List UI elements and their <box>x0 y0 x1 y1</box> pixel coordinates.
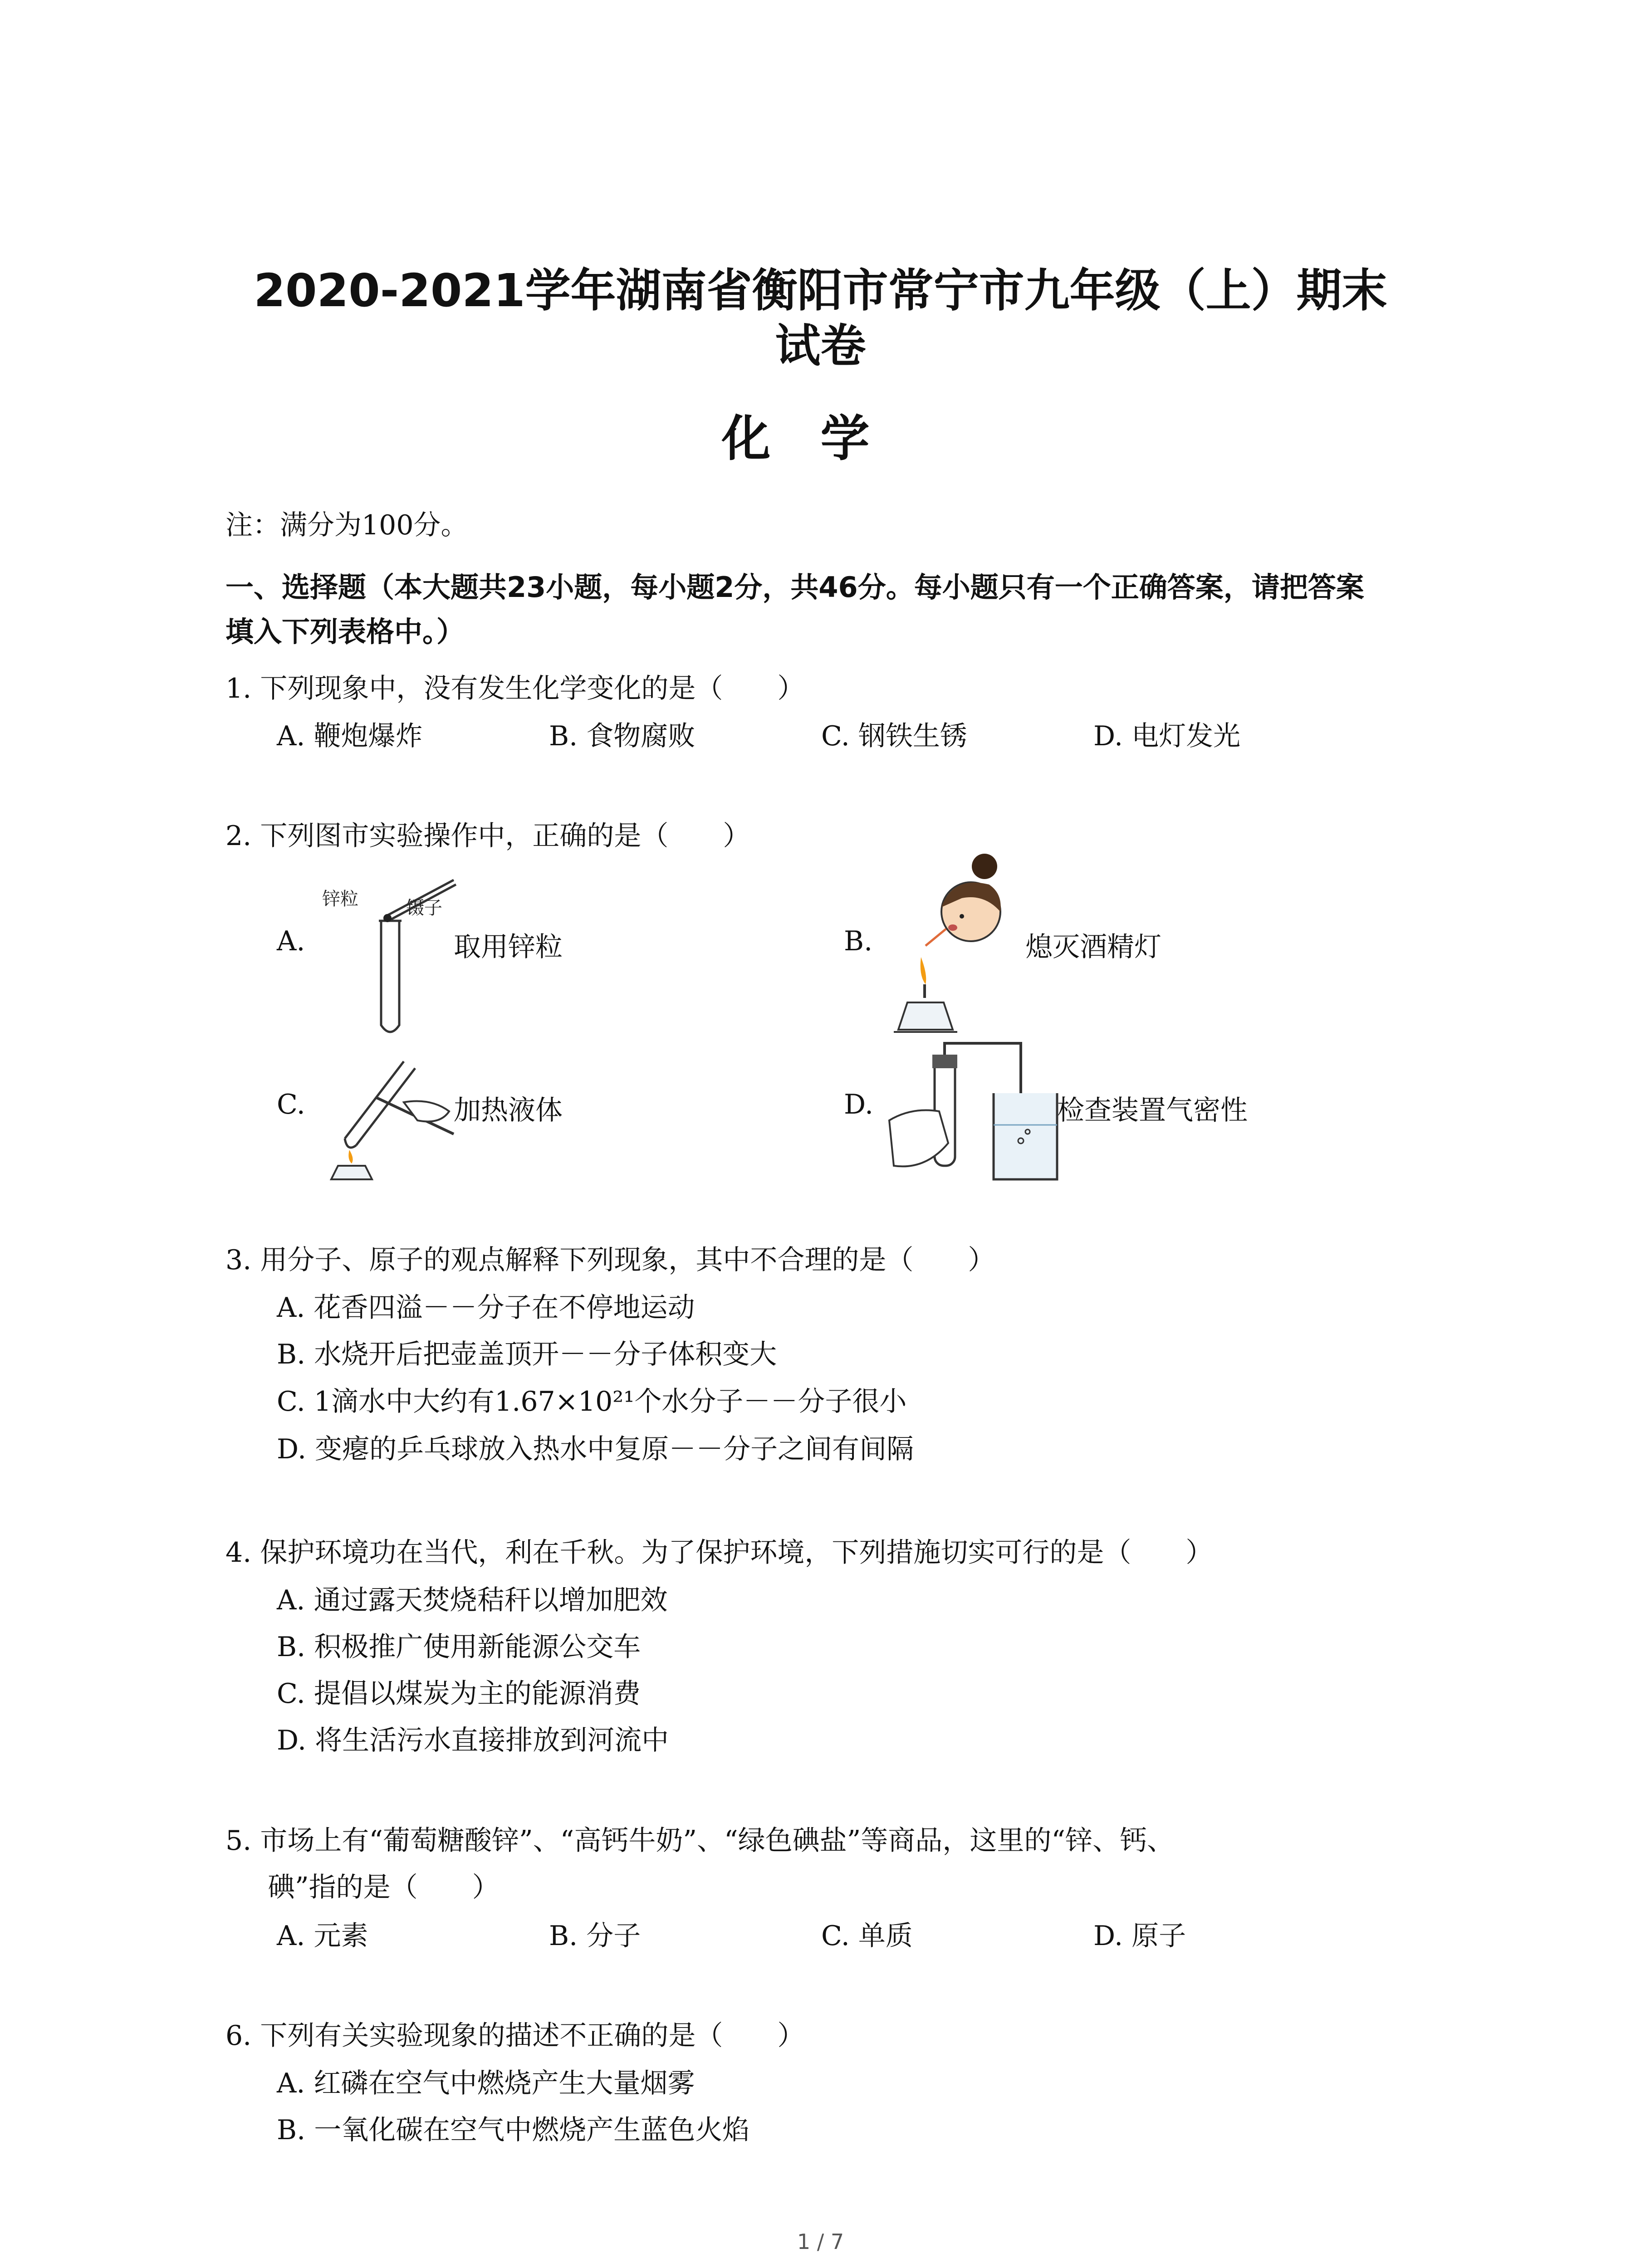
q3-option-d: D. 变瘪的乒乓球放入热水中复原－－分子之间有间隔 <box>277 1433 914 1465</box>
q2-option-b-caption: 熄灭酒精灯 <box>1025 931 1161 963</box>
q5-stem-line2: 碘”指的是（ ） <box>268 1872 500 1903</box>
score-note: 注：满分为100分。 <box>225 509 468 541</box>
q1-option-b: B. 食物腐败 <box>549 720 696 752</box>
q2-option-d-letter: D. <box>844 1089 874 1120</box>
q2-option-a-caption: 取用锌粒 <box>454 931 563 963</box>
q5-option-c: C. 单质 <box>821 1920 913 1952</box>
page-number: 1 / 7 <box>797 2229 844 2254</box>
q1-option-d: D. 电灯发光 <box>1093 720 1241 752</box>
q4-stem: 4. 保护环境功在当代，利在千秋。为了保护环境，下列措施切实可行的是（ ） <box>225 1537 1213 1569</box>
q6-option-b: B. 一氧化碳在空气中燃烧产生蓝色火焰 <box>277 2114 750 2146</box>
q4-option-a: A. 通过露天焚烧秸秆以增加肥效 <box>277 1584 668 1616</box>
q1-option-c: C. 钢铁生锈 <box>821 720 967 752</box>
q2-option-b-letter: B. <box>844 925 873 957</box>
q4-option-d: D. 将生活污水直接排放到河流中 <box>277 1725 669 1756</box>
subject-heading: 化学 <box>721 411 920 467</box>
q6-option-a: A. 红磷在空气中燃烧产生大量烟雾 <box>277 2068 695 2099</box>
tweezers-label: 镊子 <box>406 898 442 919</box>
q5-option-d: D. 原子 <box>1093 1920 1186 1952</box>
q5-option-b: B. 分子 <box>549 1920 641 1952</box>
exam-title-line1: 2020-2021学年湖南省衡阳市常宁市九年级（上）期末 <box>254 264 1387 317</box>
q4-option-b: B. 积极推广使用新能源公交车 <box>277 1631 641 1663</box>
zinc-label: 锌粒 <box>322 889 358 909</box>
q5-option-a: A. 元素 <box>277 1920 368 1952</box>
q2-option-c-caption: 加热液体 <box>454 1095 563 1126</box>
q1-stem: 1. 下列现象中，没有发生化学变化的是（ ） <box>225 673 805 704</box>
section-heading-line1: 一、选择题（本大题共23小题，每小题2分，共46分。每小题只有一个正确答案，请把答案 <box>225 571 1364 604</box>
q2-stem: 2. 下列图市实验操作中，正确的是（ ） <box>225 820 750 852</box>
q2-option-d-caption: 检查装置气密性 <box>1057 1095 1248 1126</box>
q3-option-c: C. 1滴水中大约有1.67×10²¹个水分子－－分子很小 <box>277 1386 907 1418</box>
q6-stem: 6. 下列有关实验现象的描述不正确的是（ ） <box>225 2020 805 2052</box>
q3-option-a: A. 花香四溢－－分子在不停地运动 <box>277 1292 695 1324</box>
q5-stem-line1: 5. 市场上有“葡萄糖酸锌”、“高钙牛奶”、“绿色碘盐”等商品，这里的“锌、钙、 <box>225 1825 1175 1857</box>
q2-option-a-letter: A. <box>277 925 305 957</box>
q3-stem: 3. 用分子、原子的观点解释下列现象，其中不合理的是（ ） <box>225 1244 995 1276</box>
heating-liquid-figure <box>313 1048 458 1184</box>
zinc-tweezers-figure <box>318 871 463 1043</box>
q2-option-c-letter: C. <box>277 1089 305 1120</box>
q4-option-c: C. 提倡以煤炭为主的能源消费 <box>277 1678 641 1710</box>
exam-title-line2: 试卷 <box>775 319 866 372</box>
section-heading-line2: 填入下列表格中。） <box>225 615 465 648</box>
q3-option-b: B. 水烧开后把壶盖顶开－－分子体积变大 <box>277 1339 777 1370</box>
blowing-out-lamp-figure <box>885 848 1021 1039</box>
airtightness-check-figure <box>885 1034 1075 1188</box>
q1-option-a: A. 鞭炮爆炸 <box>277 720 423 752</box>
